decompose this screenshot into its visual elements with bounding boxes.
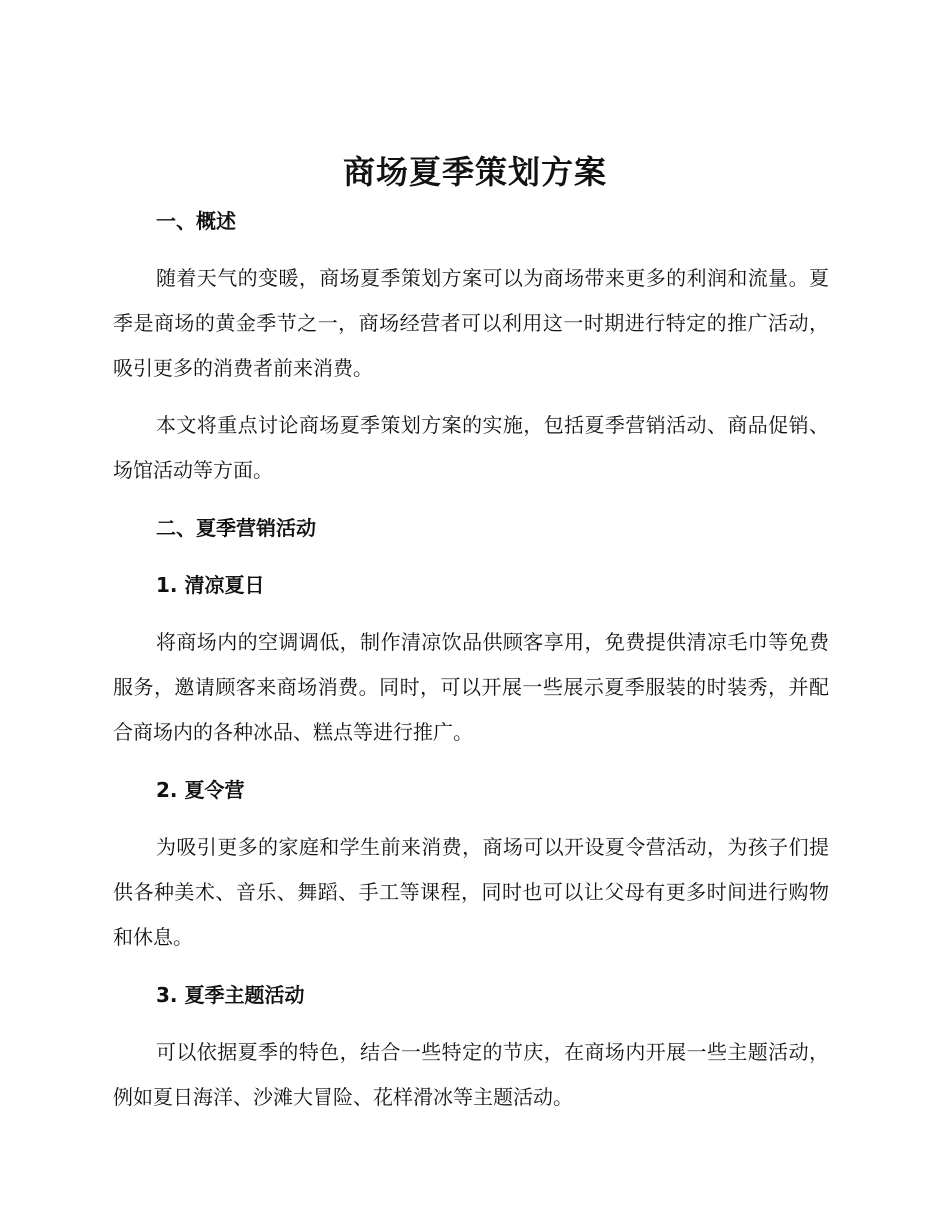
overview-paragraph-2: 本文将重点讨论商场夏季策划方案的实施，包括夏季营销活动、商品促销、场馆活动等方面。 [113,413,829,482]
summer-camp-paragraph: 为吸引更多的家庭和学生前来消费，商场可以开设夏令营活动，为孩子们提供各种美术、音乐、舞蹈、手工等课程，同时也可以让父母有更多时间进行购物和休息。 [113,835,829,949]
section-heading-marketing: 二、夏季营销活动 [156,516,316,540]
section-heading-overview: 一、概述 [156,209,236,233]
summer-theme-paragraph: 可以依据夏季的特色，结合一些特定的节庆，在商场内开展一些主题活动，例如夏日海洋、沙滩大冒险、花样滑冰等主题活动。 [113,1040,829,1109]
overview-paragraph-1: 随着天气的变暖，商场夏季策划方案可以为商场带来更多的利润和流量。夏季是商场的黄金季节之一，商场经营者可以利用这一时期进行特定的推广活动，吸引更多的消费者前来消费。 [113,266,829,380]
subsection-heading-summer-theme: 3. 夏季主题活动 [156,983,305,1007]
subsection-heading-cool-summer: 1. 清凉夏日 [156,573,265,597]
cool-summer-paragraph: 将商场内的空调调低，制作清凉饮品供顾客享用，免费提供清凉毛巾等免费服务，邀请顾客来商场消费。同时，可以开展一些展示夏季服装的时装秀，并配合商场内的各种冰品、糕点等进行推广。 [113,630,829,744]
subsection-heading-summer-camp: 2. 夏令营 [156,778,245,802]
document-title: 商场夏季策划方案 [342,153,607,191]
